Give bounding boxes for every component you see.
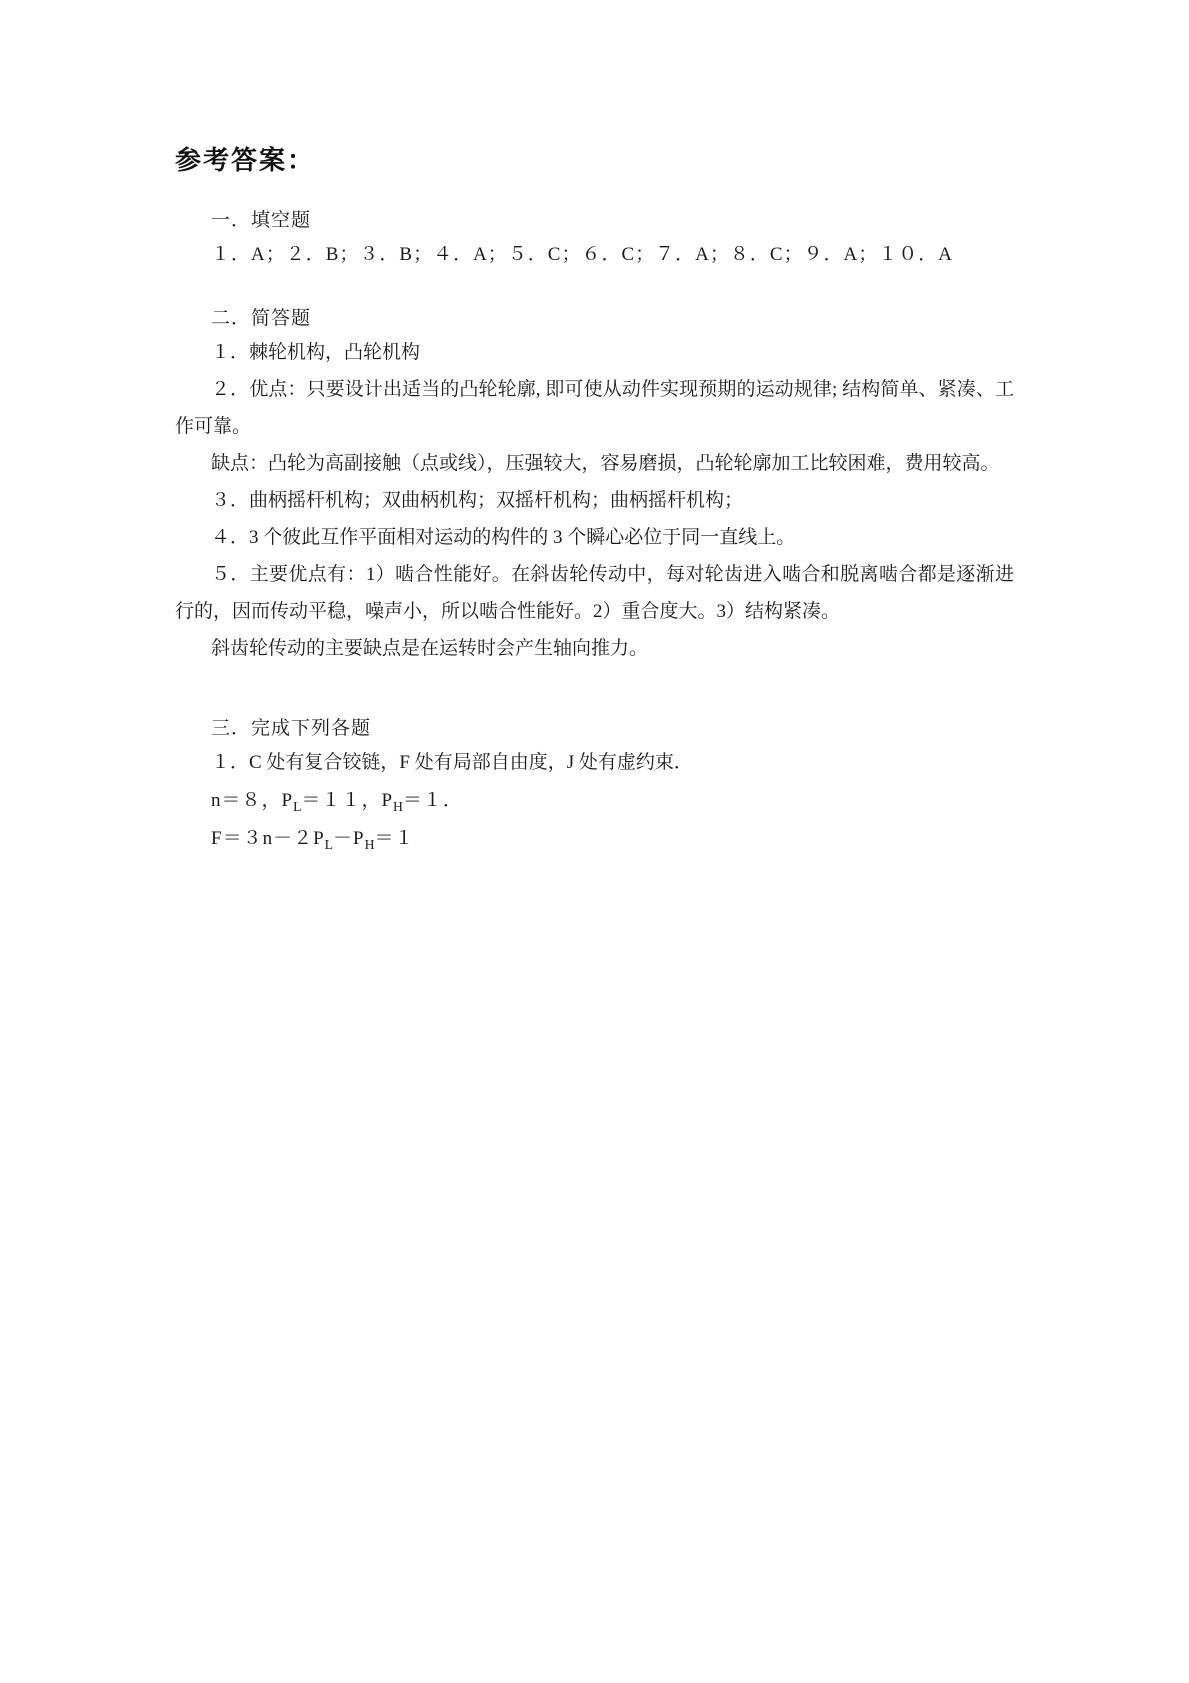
page-title: 参考答案： (175, 146, 316, 176)
formula-1-pre: n＝８，P (211, 789, 294, 811)
answer-line-fill-in-blank: １．A；２．B；３．B；４．A；５．C；６．C；７．A；８．C；９．A；１０．A (211, 244, 953, 265)
answer-line-2-5-cont: 斜齿轮传动的主要缺点是在运转时会产生轴向推力。 (211, 638, 649, 660)
formula-1-mid: ＝１１，P (301, 789, 394, 811)
answer-line-2-2-cont: 缺点：凸轮为高副接触（点或线），压强较大，容易磨损，凸轮轮廓加工比较困难，费用较高。 (211, 453, 1000, 475)
formula-2-sub2: H (364, 836, 375, 852)
formula-2-post: ＝１ (374, 828, 415, 849)
page-blank-space (175, 858, 1014, 859)
section-heading-fill-in-blank: 一．填空题 (211, 210, 312, 231)
formula-1-post: ＝１． (402, 789, 463, 811)
spacer (175, 667, 1014, 713)
answer-line-2-1: １．棘轮机构，凸轮机构 (211, 342, 421, 364)
answer-line-2-2: ２．优点：只要设计出适当的凸轮轮廓, 即可使从动件实现预期的运动规律; 结构简单、紧凑、工作可靠。 (175, 379, 1014, 438)
formula-line-1 (175, 782, 1014, 820)
formula-2-mid: －P (333, 828, 365, 849)
answer-line-2-3: ３．曲柄摇杆机构；双曲柄机构；双摇杆机构；曲柄摇杆机构； (211, 490, 744, 512)
answer-line-2-4: ４．3 个彼此互作平面相对运动的构件的 3 个瞬心必位于同一直线上。 (211, 527, 796, 549)
answer-line-3-1: １．C 处有复合铰链，F 处有局部自由度，J 处有虚约束． (211, 752, 693, 774)
section-heading-problems: 三．完成下列各题 (211, 718, 372, 740)
formula-line-2 (175, 820, 1014, 858)
formula-1-sub2: H (393, 798, 403, 814)
formula-2-pre: F＝３n－２P (211, 828, 325, 849)
spacer (175, 273, 1014, 303)
answer-line-2-5: ５．主要优点有：1）啮合性能好。在斜齿轮传动中，每对轮齿进入啮合和脱离啮合都是逐渐进行的，因而传动平稳，噪声小，所以啮合性能好。2）重合度大。3）结构紧凑。 (175, 564, 1014, 623)
formula-1-sub1: L (293, 798, 302, 814)
formula-2-sub1: L (324, 836, 333, 852)
section-heading-short-answer: 二．简答题 (211, 308, 312, 330)
